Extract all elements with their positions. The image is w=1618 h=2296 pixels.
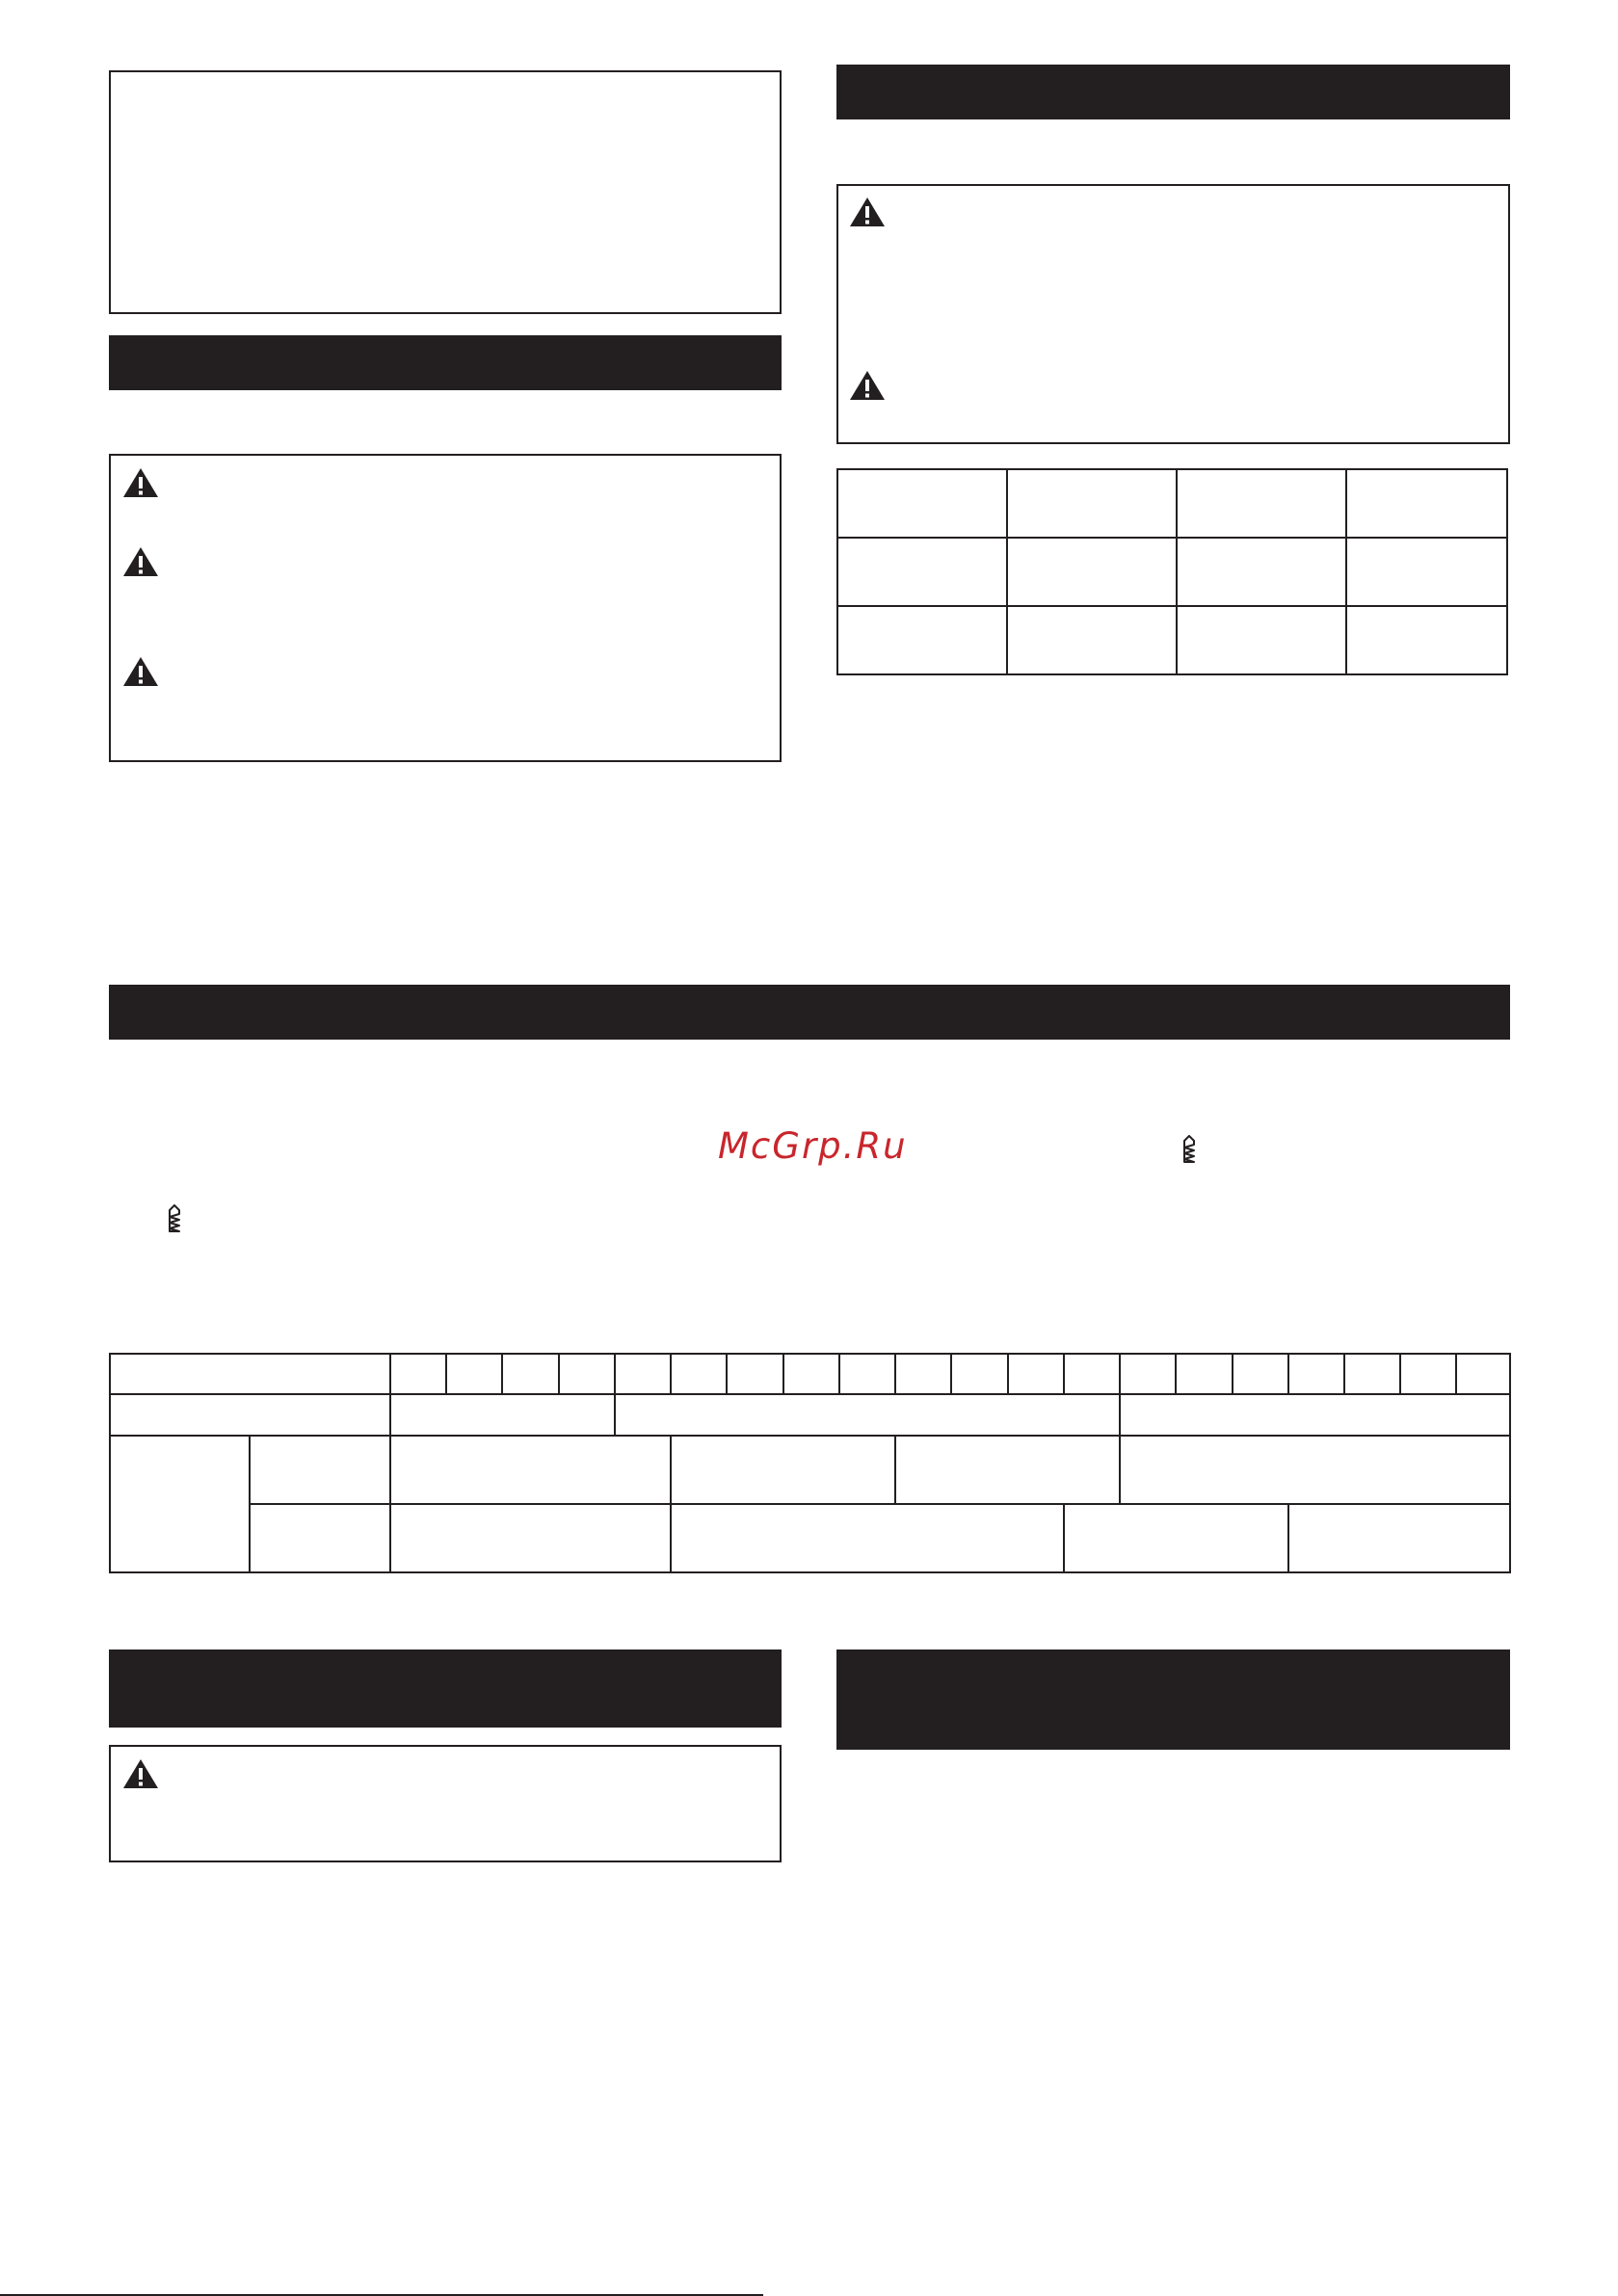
section-header-bar-left-1 [109, 335, 782, 390]
warning-triangle-icon [848, 196, 887, 228]
warning-triangle-icon [848, 369, 887, 402]
section-header-bar-right-1 [836, 65, 1510, 119]
warning-triangle-icon [121, 545, 160, 578]
warning-box-left [109, 454, 782, 762]
warning-triangle-icon [121, 655, 160, 688]
section-header-bar-left-2 [109, 1649, 782, 1728]
drill-bit-icon [1181, 1135, 1197, 1164]
warning-box-bottom-left [109, 1745, 782, 1862]
section-header-bar-right-2 [836, 1649, 1510, 1750]
warning-triangle-icon [121, 466, 160, 499]
drill-bit-icon [167, 1204, 182, 1233]
table-row [837, 606, 1507, 674]
notice-box-top-left [109, 70, 782, 314]
watermark-text: McGrp.Ru [718, 1125, 908, 1167]
table-right-4x3 [836, 468, 1508, 675]
table-row [837, 469, 1507, 538]
settings-table [109, 1353, 1511, 1573]
warning-box-right [836, 184, 1510, 444]
warning-triangle-icon [121, 1757, 160, 1790]
section-header-bar-full [109, 985, 1510, 1040]
table-row [837, 538, 1507, 606]
